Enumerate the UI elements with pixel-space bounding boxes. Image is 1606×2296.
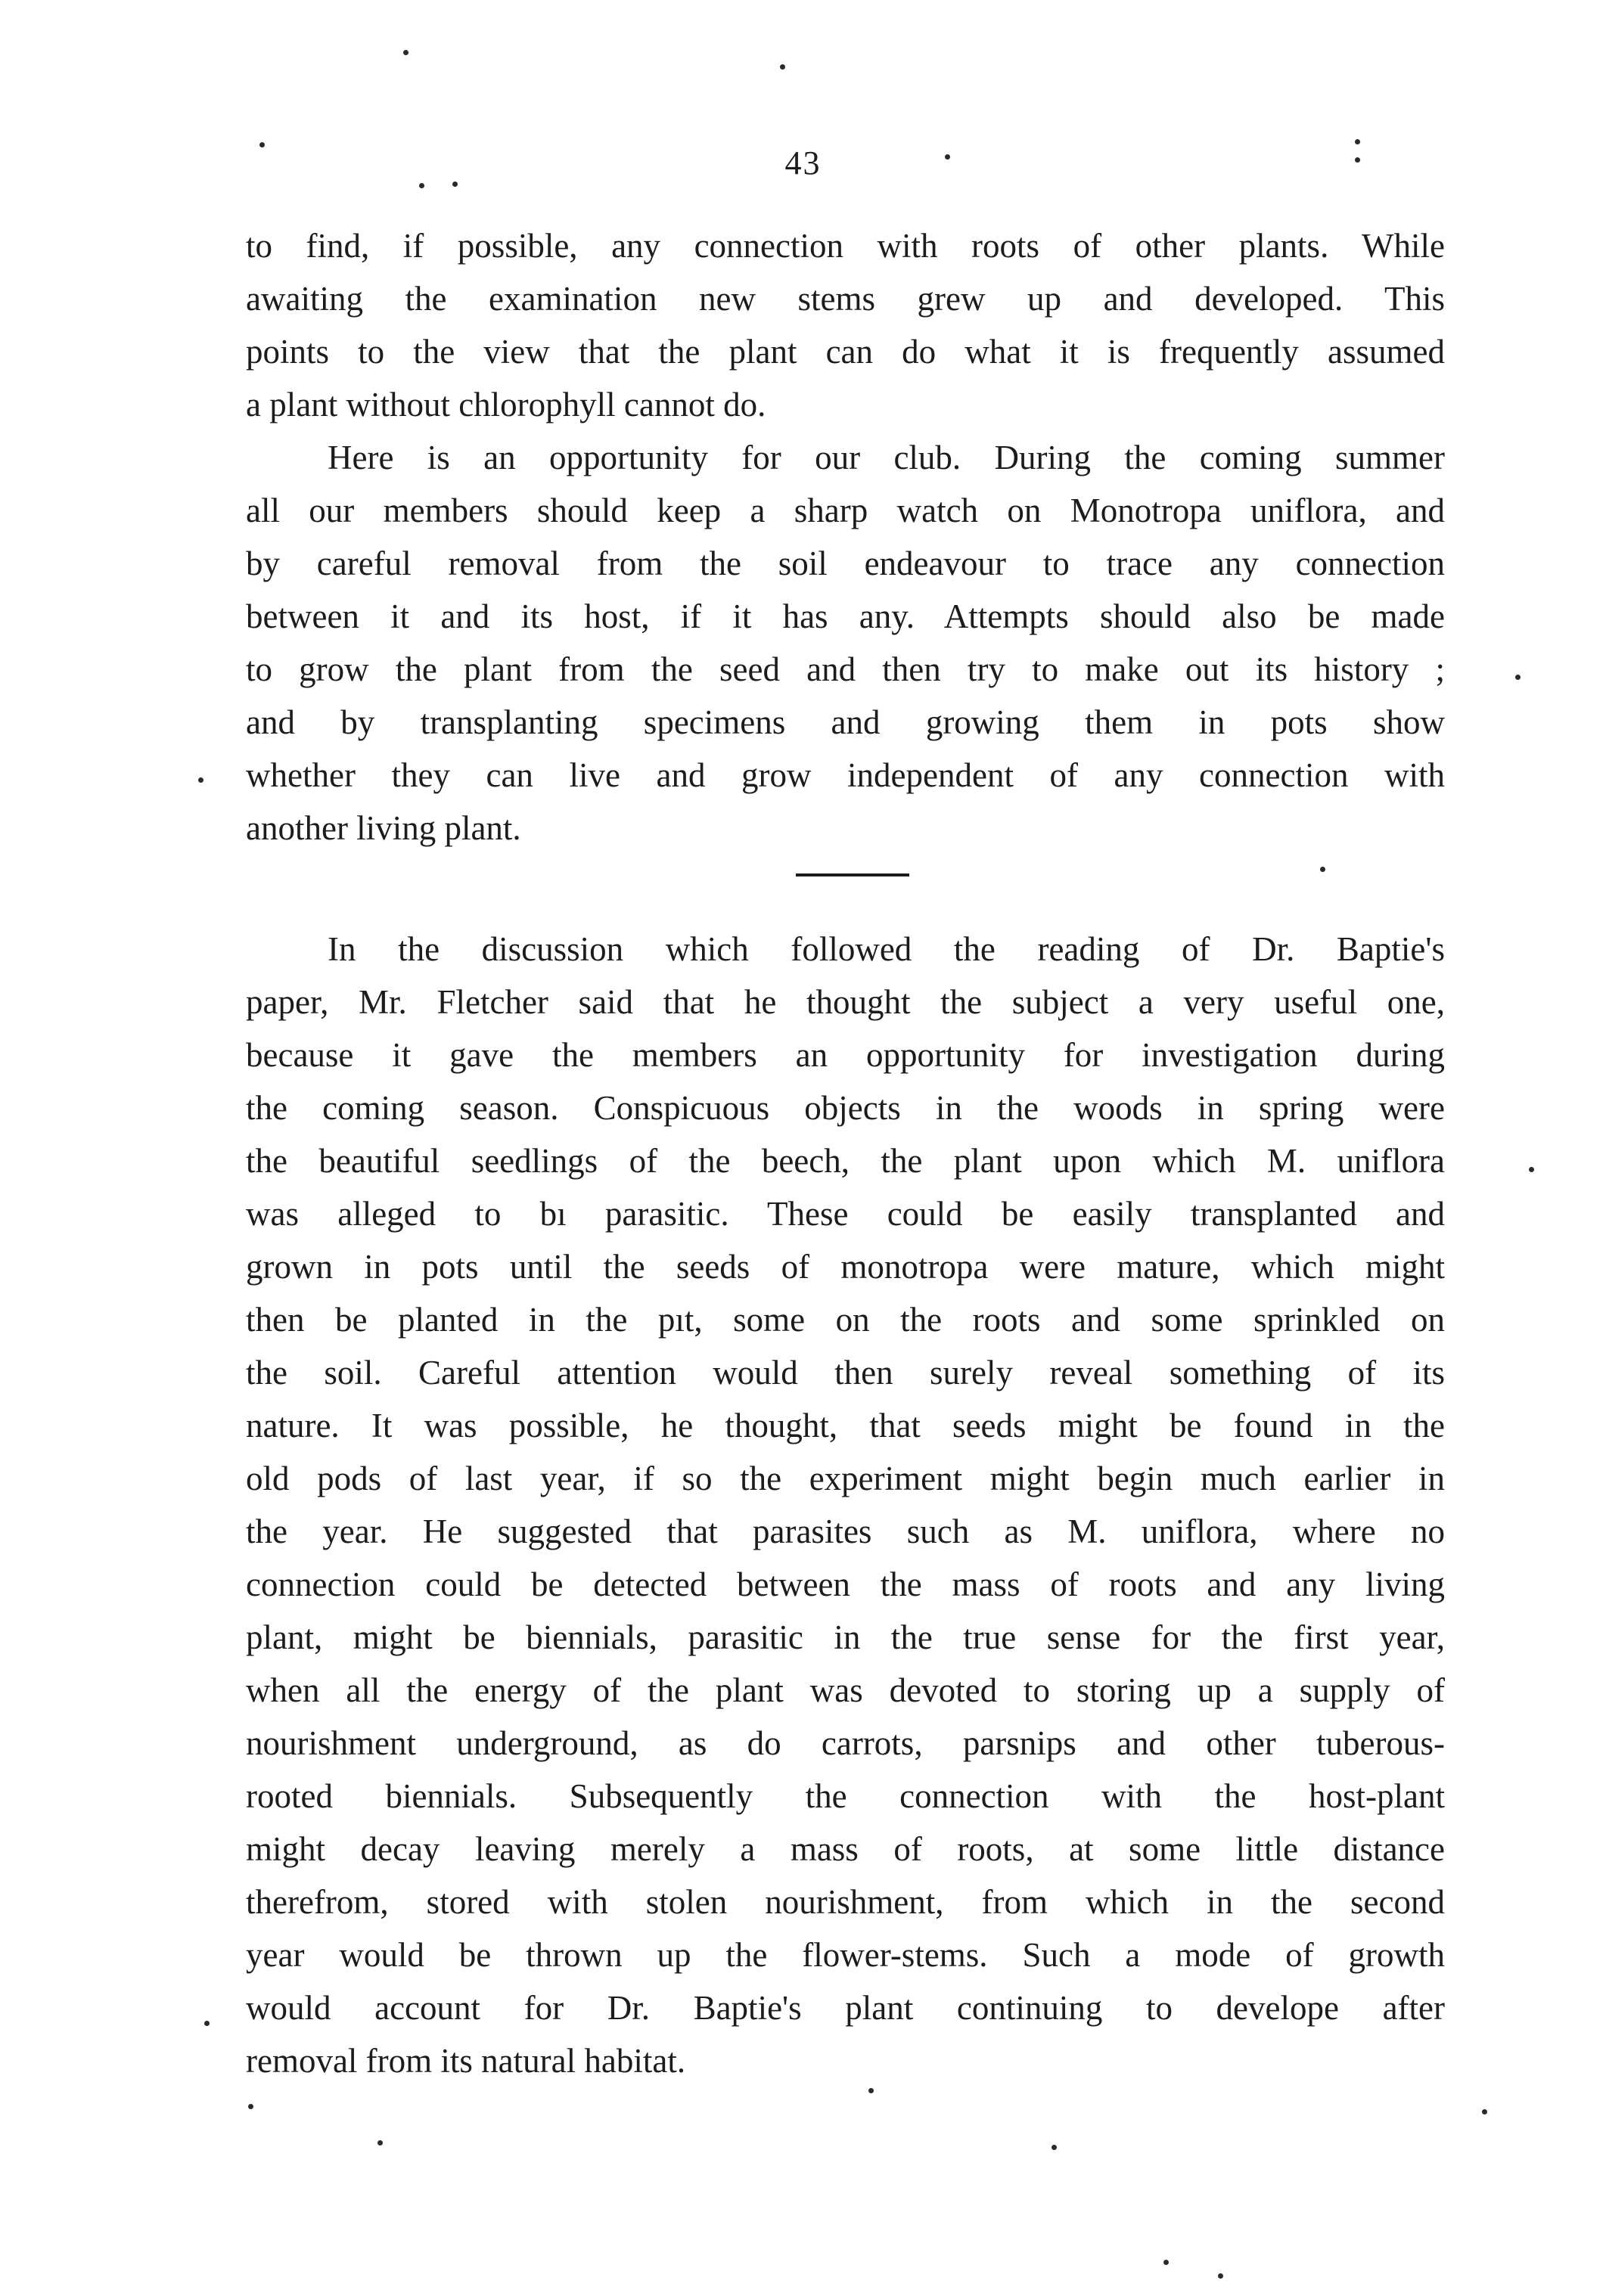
text-line: therefrom, stored with stolen nourishment, from which in the second [246,1883,1445,1921]
scan-speck [452,182,458,187]
text-line: the year. He suggested that parasites such as M. uniflora, where no [246,1513,1445,1550]
text-line: when all the energy of the plant was devoted to storing up a supply of [246,1671,1445,1709]
text-line: plant, might be biennials, parasitic in the true sense for the first year, [246,1618,1445,1656]
scan-speck [1355,139,1360,144]
scan-speck [204,2021,210,2026]
scan-speck [945,154,950,160]
text-line: whether they can live and grow independent of any connection with [246,756,1445,794]
text-line: by careful removal from the soil endeavour to trace any connection [246,545,1445,582]
text-line: points to the view that the plant can do what it is frequently assumed [246,333,1445,371]
page-number: 43 [784,144,822,182]
scan-speck [377,2140,383,2146]
scan-speck [1163,2260,1169,2265]
scan-speck [1052,2145,1057,2150]
text-line: because it gave the members an opportunity for investigation during [246,1036,1445,1074]
text-line: rooted biennials. Subsequently the connection with the host-plant [246,1777,1445,1815]
text-line: to grow the plant from the seed and then try to make out its history ; [246,650,1445,688]
text-line: then be planted in the pıt, some on the roots and some sprinkled on [246,1301,1445,1339]
text-line: grown in pots until the seeds of monotropa were mature, which might [246,1248,1445,1286]
scan-speck [780,64,785,70]
scan-speck [198,777,203,783]
scan-speck [1320,867,1325,872]
text-line: the soil. Careful attention would then surely reveal something of its [246,1354,1445,1392]
text-line: paper, Mr. Fletcher said that he thought the subject a very useful one, [246,983,1445,1021]
text-line: year would be thrown up the flower-stems. Such a mode of growth [246,1936,1445,1974]
text-line: old pods of last year, if so the experiment might begin much earlier in [246,1460,1445,1497]
text-line: another living plant. [246,809,521,847]
scan-speck [868,2088,874,2093]
text-line: between it and its host, if it has any. Attempts should also be made [246,597,1445,635]
text-line: removal from its natural habitat. [246,2042,686,2080]
text-line: Here is an opportunity for our club. During the coming summer [328,439,1445,476]
scan-speck [1218,2273,1223,2279]
scan-speck [419,183,424,188]
scan-speck [403,50,408,55]
text-line: In the discussion which followed the reading of Dr. Baptie's [328,930,1445,968]
scan-speck [259,142,265,147]
text-line: nature. It was possible, he thought, that seeds might be found in the [246,1407,1445,1444]
text-line: would account for Dr. Baptie's plant continuing to develope after [246,1989,1445,2027]
scan-speck [1355,157,1360,163]
scan-speck [248,2104,253,2109]
text-line: the coming season. Conspicuous objects in the woods in spring were [246,1089,1445,1127]
text-line: all our members should keep a sharp watch on Monotropa uniflora, and [246,492,1445,529]
text-line: and by transplanting specimens and growing them in pots show [246,703,1445,741]
scan-speck [1482,2109,1487,2114]
paragraph-block-discussion [246,923,1445,2087]
text-line: awaiting the examination new stems grew up and developed. This [246,280,1445,318]
text-line: was alleged to bı parasitic. These could be easily transplanted and [246,1195,1445,1233]
text-line: might decay leaving merely a mass of roots, at some little distance [246,1830,1445,1868]
scan-speck [1515,675,1521,680]
section-divider [796,873,909,877]
text-line: connection could be detected between the mass of roots and any living [246,1565,1445,1603]
text-line: nourishment underground, as do carrots, parsnips and other tuberous- [246,1724,1445,1762]
scan-speck [1529,1167,1534,1172]
text-line: to find, if possible, any connection with roots of other plants. While [246,227,1445,265]
text-line: a plant without chlorophyll cannot do. [246,386,766,424]
text-line: the beautiful seedlings of the beech, the plant upon which M. uniflora [246,1142,1445,1180]
paragraph-block-first [246,219,1445,855]
